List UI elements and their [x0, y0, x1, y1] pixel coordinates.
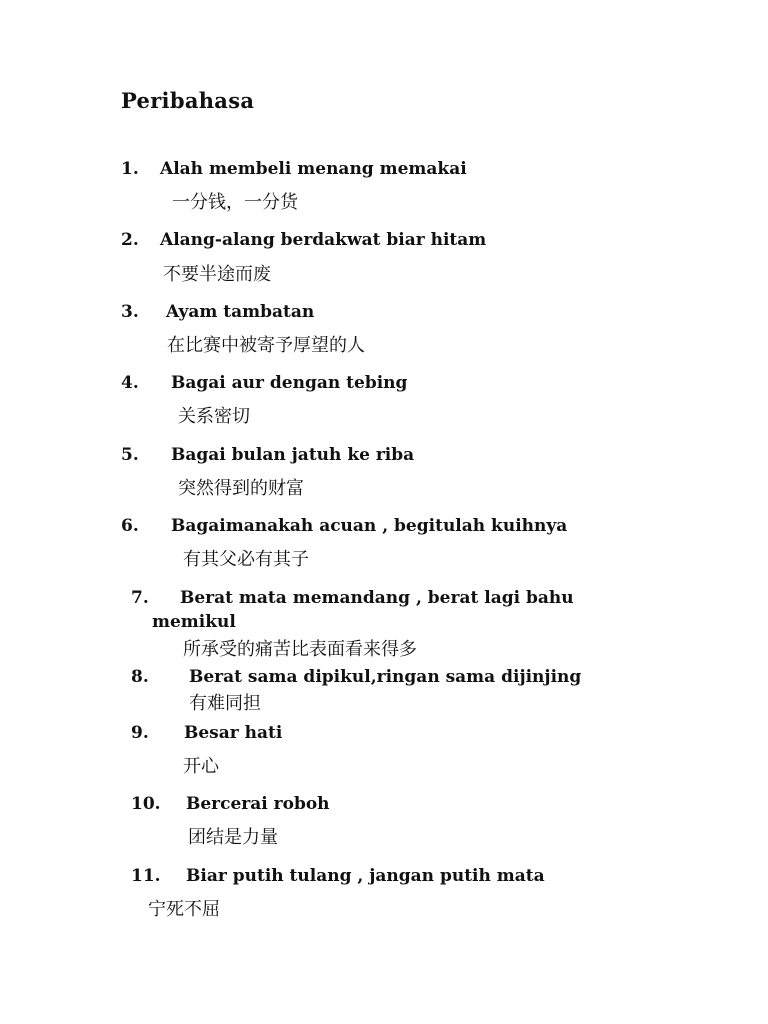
- item-number: 2.: [121, 230, 139, 250]
- item-number: 11.: [131, 866, 161, 886]
- proverb-text: Alang-alang berdakwat biar hitam: [160, 230, 487, 250]
- proverb-text: Bercerai roboh: [186, 794, 330, 814]
- item-number: 10.: [131, 794, 161, 814]
- item-number: 4.: [121, 373, 139, 393]
- item-number: 3.: [121, 302, 139, 322]
- item-number: 9.: [131, 723, 149, 743]
- proverb-meaning: 宁死不屈: [148, 899, 220, 920]
- proverb-meaning: 不要半途而废: [163, 264, 271, 285]
- proverb-meaning: 开心: [183, 756, 219, 777]
- proverb-meaning: 所承受的痛苦比表面看来得多: [183, 639, 417, 660]
- item-number: 6.: [121, 516, 139, 536]
- proverb-text: Ayam tambatan: [166, 302, 315, 322]
- proverb-text-continued: memikul: [152, 612, 236, 632]
- item-number: 1.: [121, 159, 139, 179]
- proverb-text: Berat mata memandang , berat lagi bahu: [180, 588, 574, 608]
- proverb-text: Bagaimanakah acuan , begitulah kuihnya: [171, 516, 568, 536]
- proverb-meaning: 突然得到的财富: [178, 478, 304, 499]
- proverb-text: Bagai aur dengan tebing: [171, 373, 408, 393]
- proverb-text: Biar putih tulang , jangan putih mata: [186, 866, 545, 886]
- proverb-text: Berat sama dipikul,ringan sama dijinjing: [189, 667, 582, 687]
- proverb-text: Alah membeli menang memakai: [160, 159, 467, 179]
- proverb-meaning: 有其父必有其子: [183, 549, 309, 570]
- proverb-meaning: 在比赛中被寄予厚望的人: [167, 335, 365, 356]
- item-number: 7.: [131, 588, 149, 608]
- item-number: 5.: [121, 445, 139, 465]
- proverb-text: Besar hati: [184, 723, 283, 743]
- proverb-meaning: 一分钱，一分货: [172, 192, 298, 213]
- proverb-meaning: 关系密切: [178, 406, 250, 427]
- proverb-meaning: 团结是力量: [188, 827, 278, 848]
- proverb-meaning: 有难同担: [189, 693, 261, 714]
- document-title: Peribahasa: [121, 88, 255, 113]
- item-number: 8.: [131, 667, 149, 687]
- proverb-text: Bagai bulan jatuh ke riba: [171, 445, 415, 465]
